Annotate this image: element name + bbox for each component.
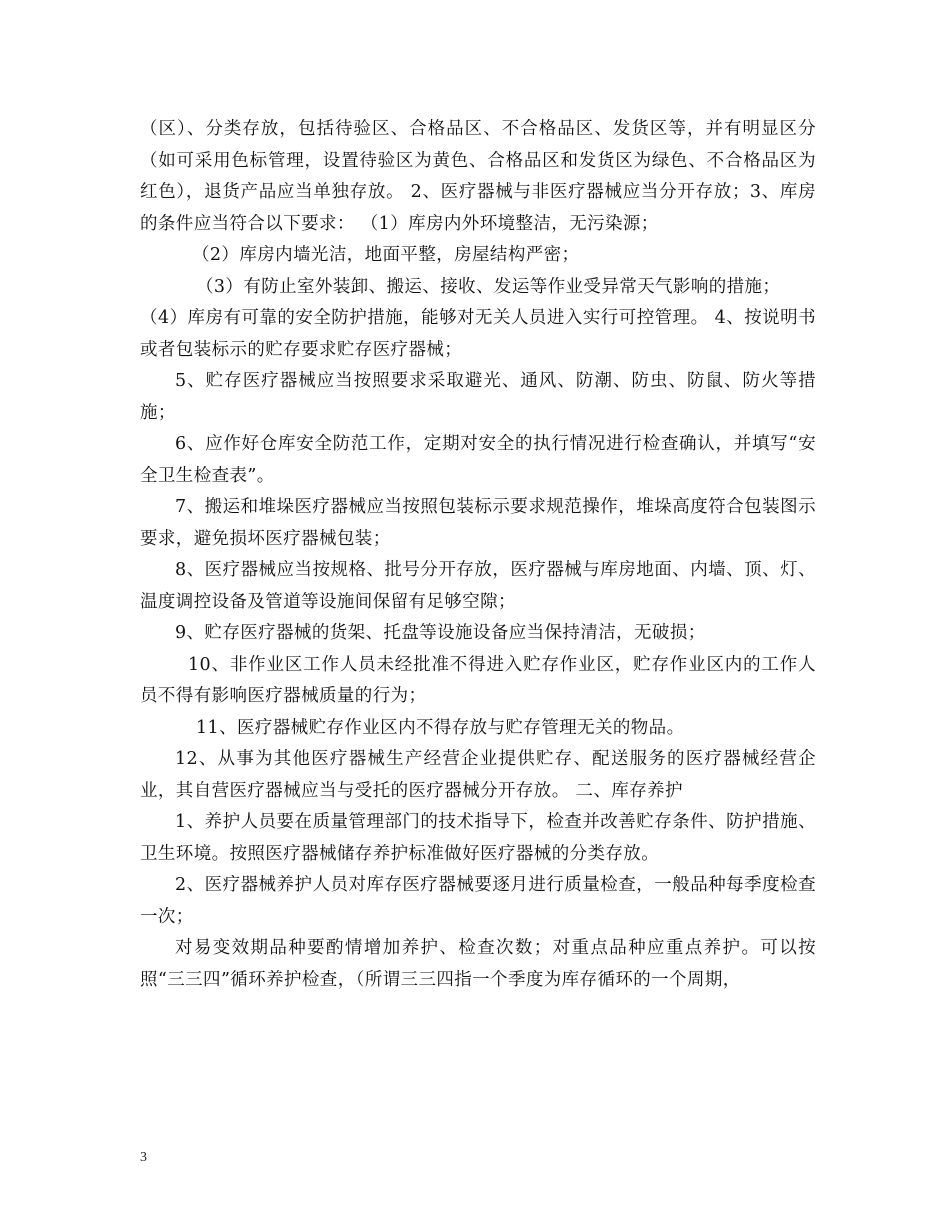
paragraph-maintenance-2: 2、医疗器械养护人员对库存医疗器械要逐月进行质量检查，一般品种每季度检查一次；: [140, 875, 816, 927]
paragraph-item-7: 7、搬运和堆垛医疗器械应当按照包装标示要求规范操作，堆垛高度符合包装图示要求，避免损坏医疗器械包装；: [140, 497, 816, 549]
paragraph-item-11: 11、医疗器械贮存作业区内不得存放与贮存管理无关的物品。: [196, 717, 685, 738]
paragraph-item-6: 6、应作好仓库安全防范工作，定期对安全的执行情况进行检查确认，并填写“安全卫生检查表”。: [140, 434, 816, 486]
document-body: [140, 114, 816, 996]
paragraph-security-measures: （4）库房有可靠的安全防护措施，能够对无关人员进入实行可控管理。 4、按说明书或者包装标示的贮存要求贮存医疗器械；: [140, 308, 816, 360]
paragraph-item-12: 12、从事为其他医疗器械生产经营企业提供贮存、配送服务的医疗器械经营企业，其自营医疗器械应当与受托的医疗器械分开存放。 二、库存养护: [140, 749, 816, 801]
paragraph-maintenance-1: 1、养护人员要在质量管理部门的技术指导下，检查并改善贮存条件、防护措施、卫生环境。按照医疗器械储存养护标准做好医疗器械的分类存放。: [140, 812, 816, 864]
paragraph-item-10: 10、非作业区工作人员未经批准不得进入贮存作业区，贮存作业区内的工作人员不得有影响医疗器械质量的行为；: [140, 654, 816, 706]
paragraph-item-9: 9、贮存医疗器械的货架、托盘等设施设备应当保持清洁，无破损；: [175, 623, 706, 643]
paragraph-item-8: 8、医疗器械应当按规格、批号分开存放，医疗器械与库房地面、内墙、顶、灯、温度调控设备及管道等设施间保留有足够空隙；: [140, 560, 816, 612]
page-number: 3: [140, 1150, 147, 1165]
paragraph-inner-wall: （2）库房内墙光洁，地面平整，房屋结构严密；: [192, 245, 580, 265]
paragraph-storage-zones: （区）、分类存放，包括待验区、合格品区、不合格品区、发货区等，并有明显区分（如可采用色标管理，设置待验区为黄色、合格品区和发货区为绿色、不合格品区为红色），退货产品应当单独存放。 2、医疗器械与非医疗器械应当分开存放；3、库房的条件应当符合以下要求： （1）库房内外环境整洁，无污染源；: [140, 119, 816, 234]
paragraph-weather-measures: （3）有防止室外装卸、搬运、接收、发运等作业受异常天气影响的措施；: [196, 276, 781, 297]
paragraph-key-varieties: 对易变效期品种要酌情增加养护、检查次数；对重点品种应重点养护。可以按照“三三四”循环养护检查，（所谓三三四指一个季度为库存循环的一个周期，: [140, 938, 816, 990]
paragraph-item-5: 5、贮存医疗器械应当按照要求采取避光、通风、防潮、防虫、防鼠、防火等措施；: [140, 371, 816, 423]
